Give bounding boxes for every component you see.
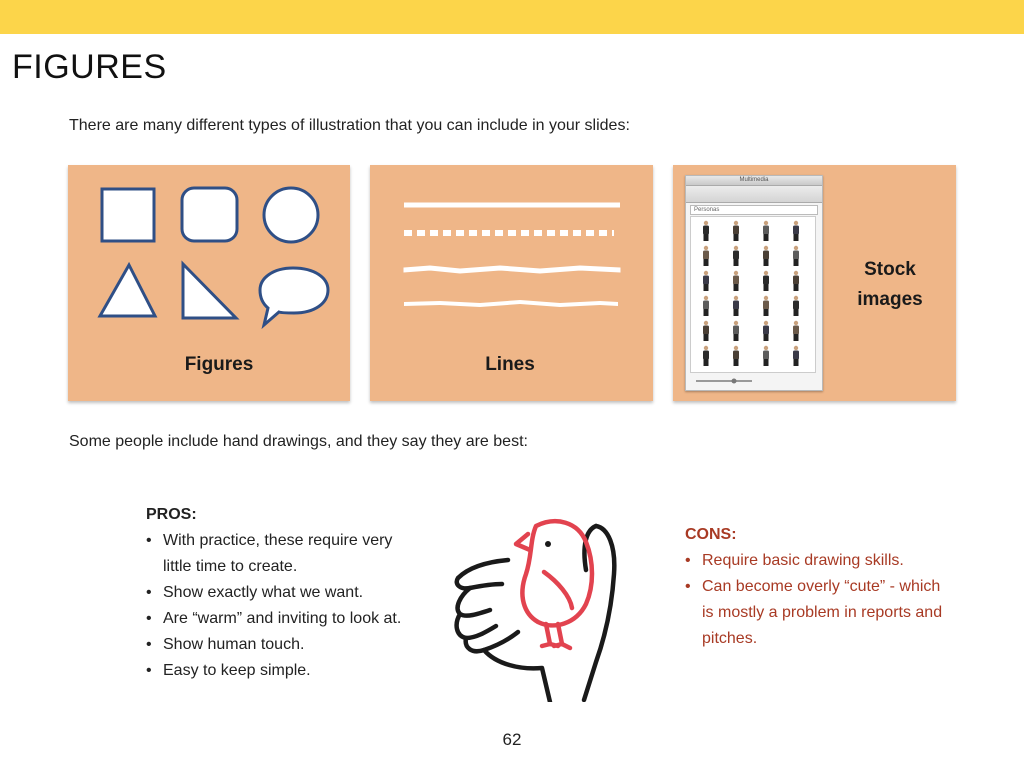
lines-label: Lines: [485, 354, 535, 375]
person-thumbnail: [733, 271, 739, 291]
cons-list: [685, 522, 952, 652]
person-thumbnail: [733, 296, 739, 316]
person-thumbnail: [703, 221, 709, 241]
person-thumbnail: [703, 296, 709, 316]
intro-text: There are many different types of illustration that you can include in your slides:: [69, 117, 630, 134]
cons-heading: CONS:: [685, 526, 737, 543]
person-thumbnail: [733, 221, 739, 241]
person-thumbnail: [703, 246, 709, 266]
person-thumbnail: [703, 346, 709, 366]
screenshot-title: Multimedia: [686, 176, 822, 186]
screenshot-bottom-bar: [690, 376, 814, 386]
person-thumbnail: [763, 346, 769, 366]
person-thumbnail: [793, 246, 799, 266]
cons-item: • Require basic drawing skills.: [685, 548, 952, 574]
pros-item: • Show exactly what we want.: [146, 580, 419, 606]
hand-drawings-text: Some people include hand drawings, and they say they are best:: [69, 433, 528, 450]
speech-bubble-shape: [260, 268, 328, 325]
cons-item: • Can become overly “cute” - which is mostly a problem in reports and pitches.: [685, 574, 952, 652]
brush-line: [404, 300, 618, 307]
person-thumbnail: [733, 321, 739, 341]
pros-list: [146, 502, 419, 684]
people-thumbnails: [691, 217, 815, 372]
rounded-square-shape: [182, 188, 237, 241]
circle-shape: [264, 188, 318, 242]
pros-item: • Are “warm” and inviting to look at.: [146, 606, 419, 632]
slide-title: FIGURES: [12, 48, 167, 86]
person-thumbnail: [763, 296, 769, 316]
stock-images-panel: [673, 165, 956, 401]
pros-item: • Easy to keep simple.: [146, 658, 419, 684]
person-thumbnail: [703, 321, 709, 341]
lines-panel: [370, 165, 653, 401]
page-number: 62: [502, 730, 522, 749]
person-thumbnail: [703, 271, 709, 291]
person-thumbnail: [793, 271, 799, 291]
stock-images-label: Stock images: [857, 259, 923, 310]
person-thumbnail: [733, 346, 739, 366]
person-thumbnail: [763, 246, 769, 266]
person-thumbnail: [763, 321, 769, 341]
screenshot-search: Personas: [690, 205, 818, 215]
pros-heading: PROS:: [146, 506, 197, 523]
person-thumbnail: [793, 321, 799, 341]
stock-library-screenshot: [685, 175, 823, 391]
person-thumbnail: [793, 296, 799, 316]
person-thumbnail: [763, 221, 769, 241]
rough-line: [404, 266, 620, 273]
people-thumbnail-grid: [690, 216, 816, 373]
square-shape: [102, 189, 154, 241]
hand-drawing-bird-illustration: [446, 512, 636, 702]
person-thumbnail: [793, 346, 799, 366]
pros-item: • Show human touch.: [146, 632, 419, 658]
triangle-shape: [100, 265, 155, 316]
screenshot-toolbar: [686, 186, 822, 203]
person-thumbnail: [763, 271, 769, 291]
bird-eye: [545, 541, 551, 547]
top-accent-bar: [0, 0, 1024, 34]
figures-panel: [68, 165, 350, 401]
person-thumbnail: [793, 221, 799, 241]
person-thumbnail: [733, 246, 739, 266]
right-triangle-shape: [183, 264, 236, 318]
figures-label: Figures: [184, 354, 254, 375]
pros-item: • With practice, these require very little time to create.: [146, 528, 419, 580]
